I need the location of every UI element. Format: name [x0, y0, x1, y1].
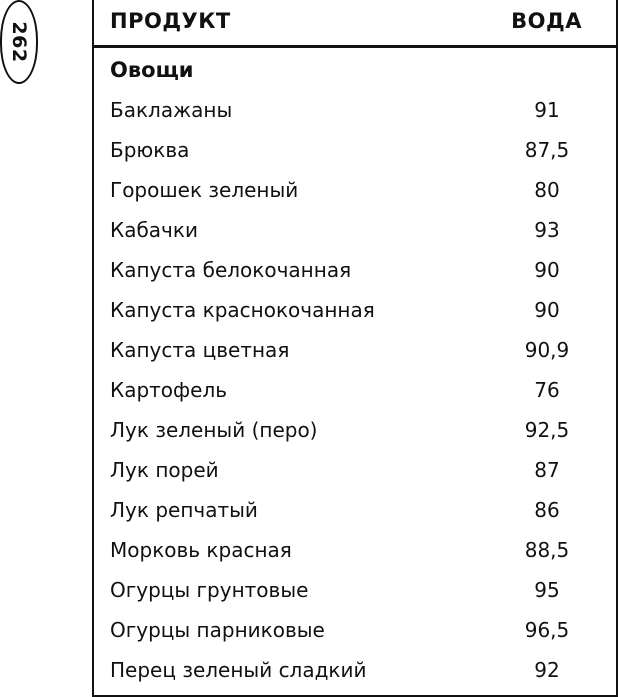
product-name: Капуста краснокочанная: [110, 298, 375, 322]
table-row: [94, 250, 616, 290]
table-row: [94, 170, 616, 210]
table-row: [94, 330, 616, 370]
page-number-badge: [0, 0, 38, 84]
water-value: 91: [534, 98, 560, 122]
water-value: 90,9: [524, 338, 570, 362]
product-name: Лук репчатый: [110, 498, 258, 522]
table-row: [94, 210, 616, 250]
product-name: Баклажаны: [110, 98, 233, 122]
table-row: [94, 290, 616, 330]
product-name: Морковь красная: [110, 538, 292, 562]
table-row: [94, 450, 616, 490]
table-body: [94, 90, 616, 690]
water-value: 96,5: [524, 618, 570, 642]
product-name: Лук порей: [110, 458, 219, 482]
water-value: 90: [534, 298, 560, 322]
product-name: Капуста белокочанная: [110, 258, 352, 282]
table-row: [94, 410, 616, 450]
water-value: 92: [534, 658, 560, 682]
product-name: Кабачки: [110, 218, 198, 242]
water-value: 95: [534, 578, 560, 602]
section-title-vegetables: Овощи: [110, 58, 194, 82]
water-value: 80: [534, 178, 560, 202]
water-value: 87,5: [524, 138, 570, 162]
water-value: 88,5: [524, 538, 570, 562]
header-water: ВОДА: [511, 9, 582, 33]
table-row: [94, 130, 616, 170]
water-value: 92,5: [524, 418, 570, 442]
page-number: 262: [8, 21, 30, 63]
table-row: [94, 530, 616, 570]
water-value: 76: [534, 378, 560, 402]
table-row: [94, 650, 616, 690]
table-header: [94, 0, 616, 48]
water-value: 86: [534, 498, 560, 522]
table-row: [94, 370, 616, 410]
header-product: ПРОДУКТ: [110, 9, 231, 33]
product-name: Капуста цветная: [110, 338, 290, 362]
product-name: Перец зеленый сладкий: [110, 658, 367, 682]
water-value: 90: [534, 258, 560, 282]
product-name: Горошек зеленый: [110, 178, 299, 202]
product-name: Брюква: [110, 138, 190, 162]
product-name: Картофель: [110, 378, 228, 402]
water-value: 87: [534, 458, 560, 482]
table-row: [94, 490, 616, 530]
nutrition-table: [92, 0, 618, 697]
product-name: Лук зеленый (перо): [110, 418, 318, 442]
table-row: [94, 90, 616, 130]
table-row: [94, 610, 616, 650]
water-value: 93: [534, 218, 560, 242]
table-row: [94, 570, 616, 610]
product-name: Огурцы парниковые: [110, 618, 325, 642]
product-name: Огурцы грунтовые: [110, 578, 309, 602]
